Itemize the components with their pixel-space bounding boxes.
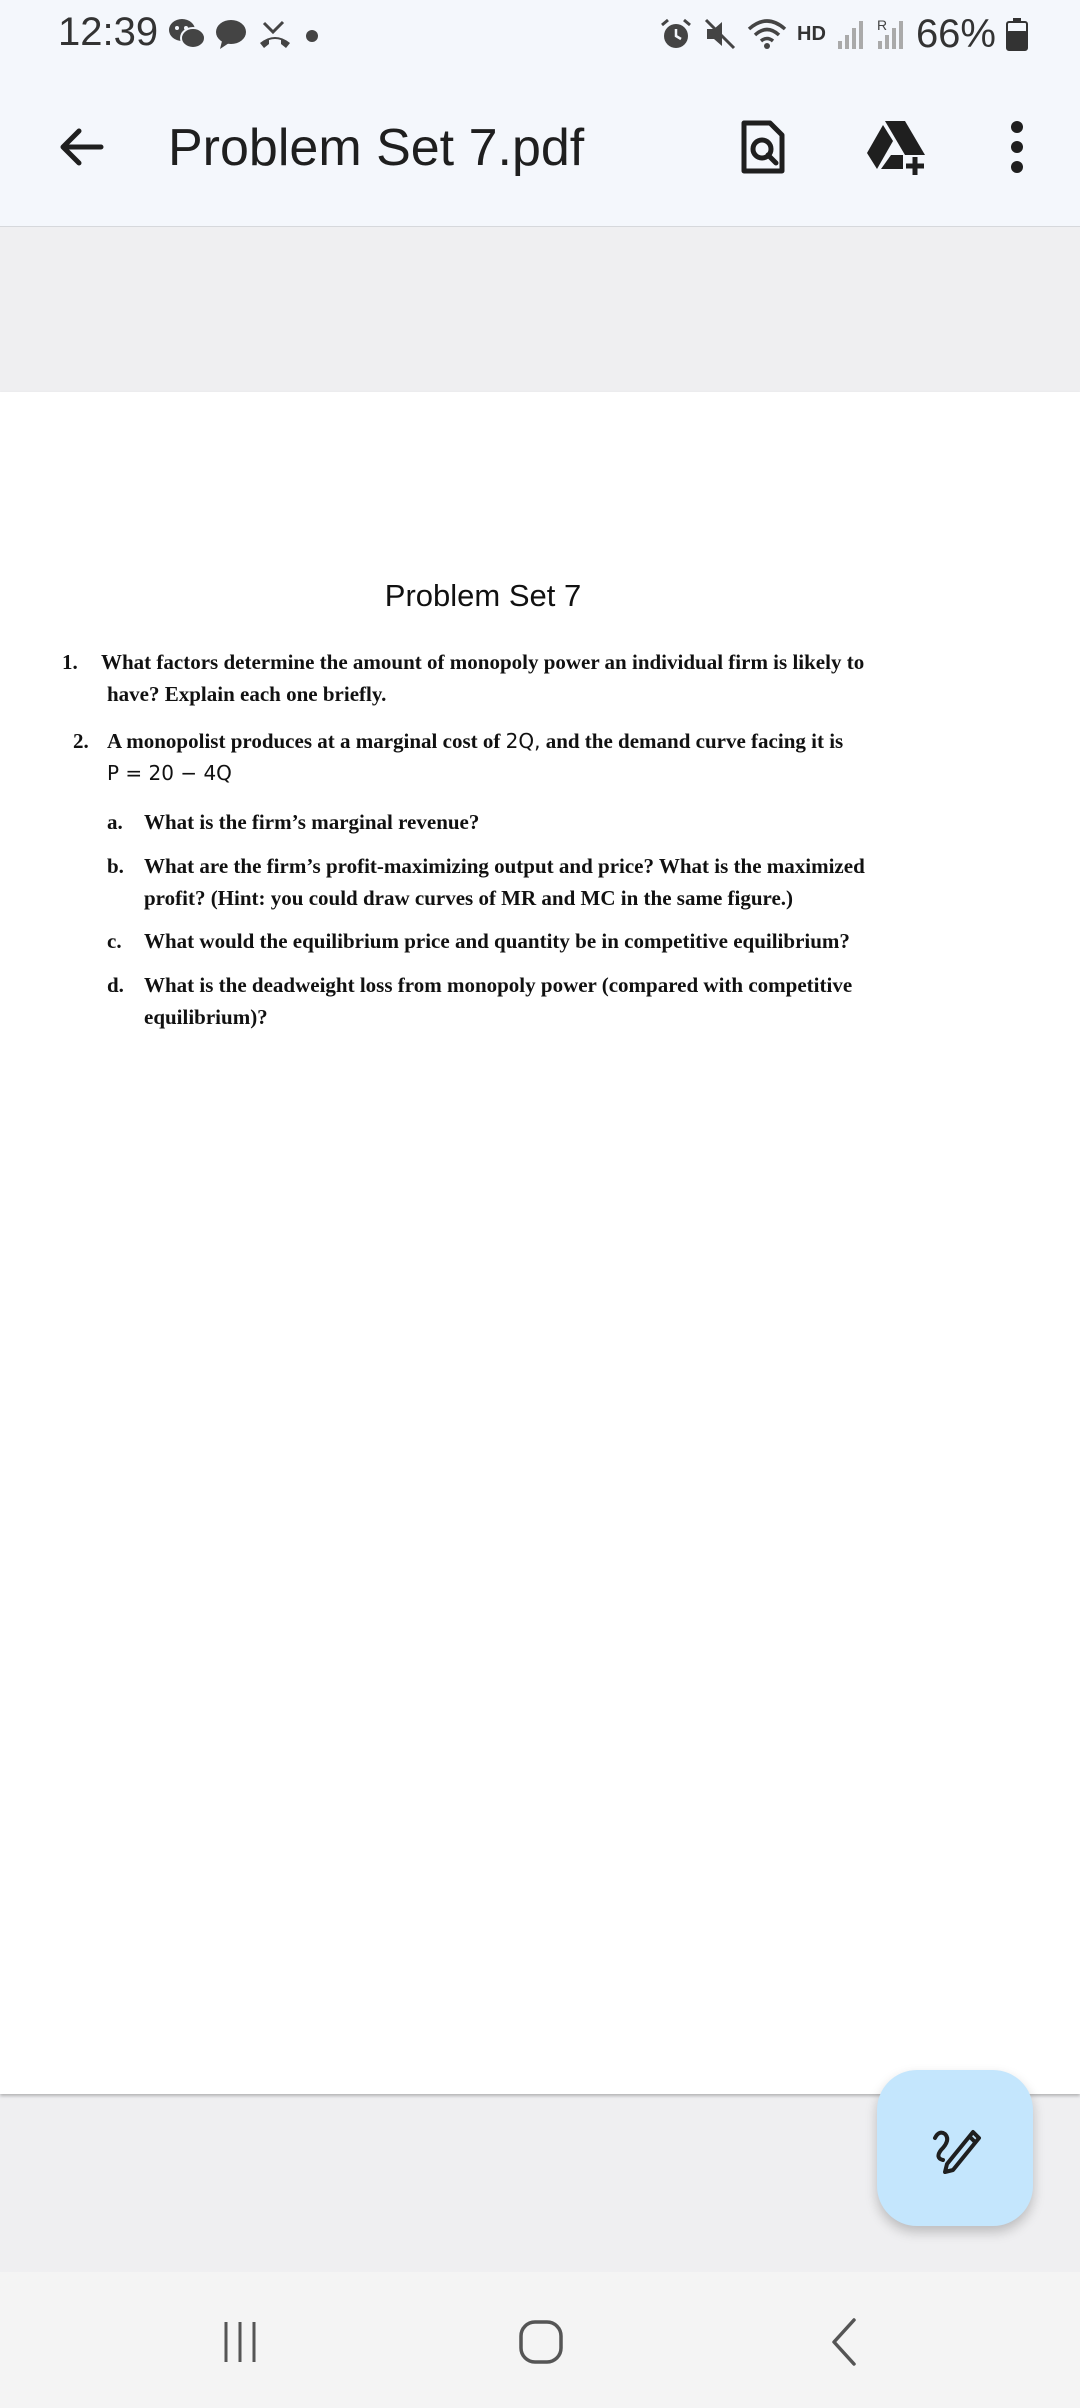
- chat-bubble-icon: [214, 17, 248, 51]
- arrow-back-icon: [55, 121, 107, 173]
- page-heading: Problem Set 7: [384, 578, 582, 613]
- part-text-line: What is the deadweight loss from monopoly power (compared with competitive: [144, 973, 853, 997]
- missed-call-icon: [256, 17, 294, 51]
- system-icons: [659, 10, 1028, 58]
- app-bar: [0, 68, 1080, 227]
- navigation-back-button[interactable]: [804, 2302, 884, 2382]
- part-label: a.: [107, 810, 123, 834]
- part-text-line: What is the firm’s marginal revenue?: [144, 810, 480, 834]
- pdf-page[interactable]: [0, 392, 1080, 2094]
- question-text-line: have? Explain each one briefly.: [107, 682, 387, 706]
- part-label: d.: [107, 973, 124, 997]
- mute-icon: [703, 17, 737, 51]
- wechat-icon: [168, 17, 206, 51]
- find-in-document-button[interactable]: [728, 112, 798, 182]
- system-navigation-bar: [0, 2272, 1080, 2408]
- svg-text:R: R: [876, 17, 888, 33]
- add-to-drive-button[interactable]: [862, 112, 932, 182]
- part-text-line: What are the firm’s profit-maximizing output and price? What is the maximized: [144, 854, 865, 878]
- battery-percent: 66%: [915, 11, 996, 56]
- back-icon: [824, 2316, 864, 2368]
- question-text-line: What factors determine the amount of monopoly power an individual firm is likely to: [101, 650, 865, 674]
- part-label: c.: [107, 929, 122, 953]
- wifi-icon: [747, 17, 787, 51]
- signal-icon: [836, 17, 866, 51]
- drive-add-icon: [865, 119, 929, 175]
- signal-roaming-icon: [876, 17, 906, 51]
- search-document-icon: [738, 119, 788, 175]
- question-text: A monopolist produces at a marginal cost of: [107, 729, 506, 753]
- demand-curve-expression: P = 20 − 4Q: [107, 761, 232, 785]
- notification-dot-icon: [302, 24, 322, 44]
- back-button[interactable]: [46, 112, 116, 182]
- part-label: b.: [107, 854, 124, 878]
- recent-apps-button[interactable]: [200, 2302, 280, 2382]
- notification-icons: [168, 14, 322, 54]
- question-number: 2.: [73, 729, 89, 753]
- home-icon: [517, 2318, 565, 2366]
- part-text-line: What would the equilibrium price and quantity be in competitive equilibrium?: [144, 929, 850, 953]
- marginal-cost-expression: 2Q,: [505, 729, 541, 753]
- document-title: Problem Set 7.pdf: [168, 119, 585, 177]
- home-button[interactable]: [501, 2302, 581, 2382]
- status-time: 12:39: [58, 10, 159, 54]
- question-text-line: [107, 725, 927, 757]
- more-vert-icon: [1007, 119, 1027, 175]
- network-type-label: HD: [797, 22, 826, 45]
- part-text-line: profit? (Hint: you could draw curves of MR and MC in the same figure.): [144, 886, 794, 910]
- annotate-fab-button[interactable]: [877, 2070, 1033, 2226]
- part-text-line: equilibrium)?: [144, 1005, 268, 1029]
- battery-icon: [1006, 17, 1028, 51]
- question-text: and the demand curve facing it is: [540, 729, 844, 753]
- more-options-button[interactable]: [982, 112, 1052, 182]
- recent-apps-icon: [218, 2320, 262, 2364]
- alarm-icon: [659, 17, 693, 51]
- status-bar: [0, 0, 1080, 68]
- question-number: 1.: [62, 650, 78, 674]
- edit-pen-icon: [925, 2118, 985, 2178]
